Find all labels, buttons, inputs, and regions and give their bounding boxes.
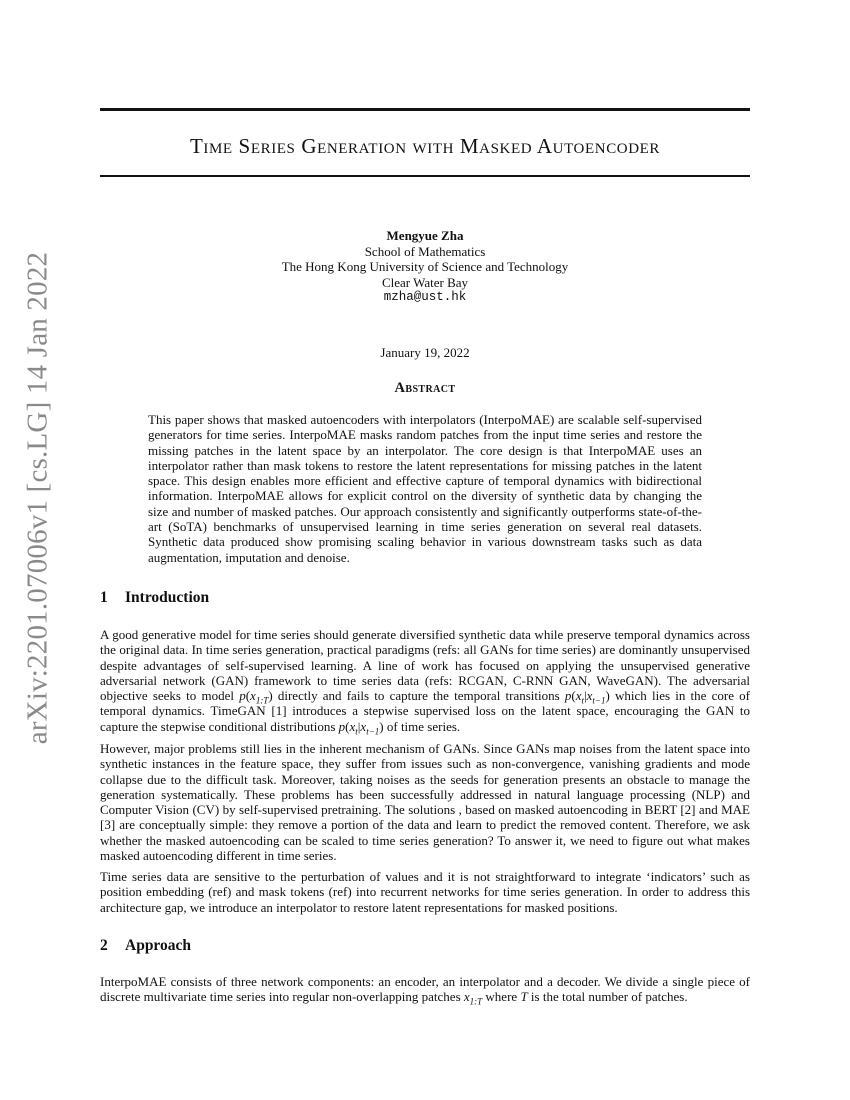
paragraph-text: InterpoMAE consists of three network components: an encoder, an interpolator and a decoder. We divide a single piece of discrete multivariate time series into regular non-overlapping patches xyxy=(100,974,750,1005)
paper-date: January 19, 2022 xyxy=(380,345,470,360)
introduction-paragraph-2: However, major problems still lies in the inherent mechanism of GANs. Since GANs map noises from the latent space into synthetic instances in the feature space, they suffer from issues such as non-convergence, vanishing gradients and mode collapse due to the difficult task. Moreover, taking noises as the seeds for generation presents an obstacle to manage the generation systematically. These problems has been successfully addressed in natural language processing (NLP) and Computer Vision (CV) by self-supervised pretraining. The solutions , based on masked autoencoding in BERT [2] and MAE [3] are conceptually simple: they remove a portion of the data and learn to predict the removed content. Therefore, we ask whether the masked autoencoding can be scaled to time series generation? To answer it, we need to figure out what makes masked autoencoding different in time series. xyxy=(100,741,750,864)
author-location: Clear Water Bay xyxy=(381,274,469,290)
section-heading-introduction xyxy=(100,589,209,607)
author-name: Mengyue Zha xyxy=(386,228,464,243)
paragraph-text: A good generative model for time series should generate diversified synthetic data while preserve temporal dynamics across the original data. In time series generation, practical paradigms (refs: all GANs for time series) are dominantly unsupervised despite advantages of self-supervised learning. A line of work has focused on applying the unsupervised generative adversarial network (GAN) framework to time series data (refs: RCGAN, C-RNN GAN, WaveGAN). The adversarial objective seeks to model xyxy=(100,627,750,704)
title-top-rule xyxy=(100,108,750,111)
section-title: Approach xyxy=(125,937,192,954)
math-T: T xyxy=(520,989,528,1005)
section-number: 2 xyxy=(100,937,108,954)
abstract-heading: Abstract xyxy=(394,380,456,396)
paragraph-text: directly and fails to capture the temporal transitions xyxy=(272,688,565,704)
paragraph-text: of time series. xyxy=(383,718,461,734)
section-title: Introduction xyxy=(125,589,210,606)
math-p-xt-given-xt1: $p(x_t|x_{t-1})$ xyxy=(338,718,384,737)
arxiv-identifier-stamp: arXiv:2201.07006v1 [cs.LG] 14 Jan 2022 xyxy=(21,251,54,745)
author-email[interactable]: mzha@ust.hk xyxy=(383,290,467,304)
author-affiliation-university: The Hong Kong University of Science and Technology xyxy=(281,259,569,274)
paragraph-text: where xyxy=(482,989,521,1005)
abstract-text: This paper shows that masked autoencoders with interpolators (InterpoMAE) are scalable self-supervised generators for time series. InterpoMAE masks random patches from the input time series and restore the missing patches in the latent space by an interpolator. The core design is that InterpoMAE uses an interpolator rather than mask tokens to restore the latent representations for missing patches in the latent space. This design enables more efficient and effective capture of temporal dynamics with bidirectional information. InterpoMAE allows for explicit control on the diversity of synthetic data by changing the size and number of masked patches. Our approach consistently and significantly outperforms state-of-the-art (SoTA) benchmarks of unsupervised learning in time series generation on several real datasets. Synthetic data produced show promising scaling behavior in various downstream tasks such as data augmentation, imputation and denoise. xyxy=(148,412,702,565)
approach-paragraph-1 xyxy=(100,974,750,1005)
introduction-paragraph-3: Time series data are sensitive to the perturbation of values and it is not straightforward to integrate ‘indicators’ such as position embedding (ref) and mask tokens (ref) into recurrent networks for time series generation. In order to address this architecture gap, we introduce an interpolator to restore latent representations for masked positions. xyxy=(100,869,750,915)
author-block xyxy=(100,228,750,306)
paragraph-text: which lies in the core of temporal dynamics. TimeGAN [1] introduces a stepwise supervised loss on the latent space, encouraging the GAN to capture the stepwise conditional distributions xyxy=(100,688,750,734)
paper-title: Time Series Generation with Masked Autoencoder xyxy=(189,134,661,158)
title-bottom-rule xyxy=(100,175,750,177)
math-p-xt-given-xt1: $p(x_t|x_{t-1})$ xyxy=(564,688,610,706)
math-x1T: $x_{1:T}$ xyxy=(463,989,483,1007)
author-affiliation-school: School of Mathematics xyxy=(364,243,486,259)
introduction-paragraph-1 xyxy=(100,627,750,737)
paragraph-text: is the total number of patches. xyxy=(527,989,688,1005)
section-number: 1 xyxy=(100,589,108,606)
section-heading-approach xyxy=(100,937,191,955)
math-p-x1T: $p(x_{1:T})$ xyxy=(239,688,273,706)
